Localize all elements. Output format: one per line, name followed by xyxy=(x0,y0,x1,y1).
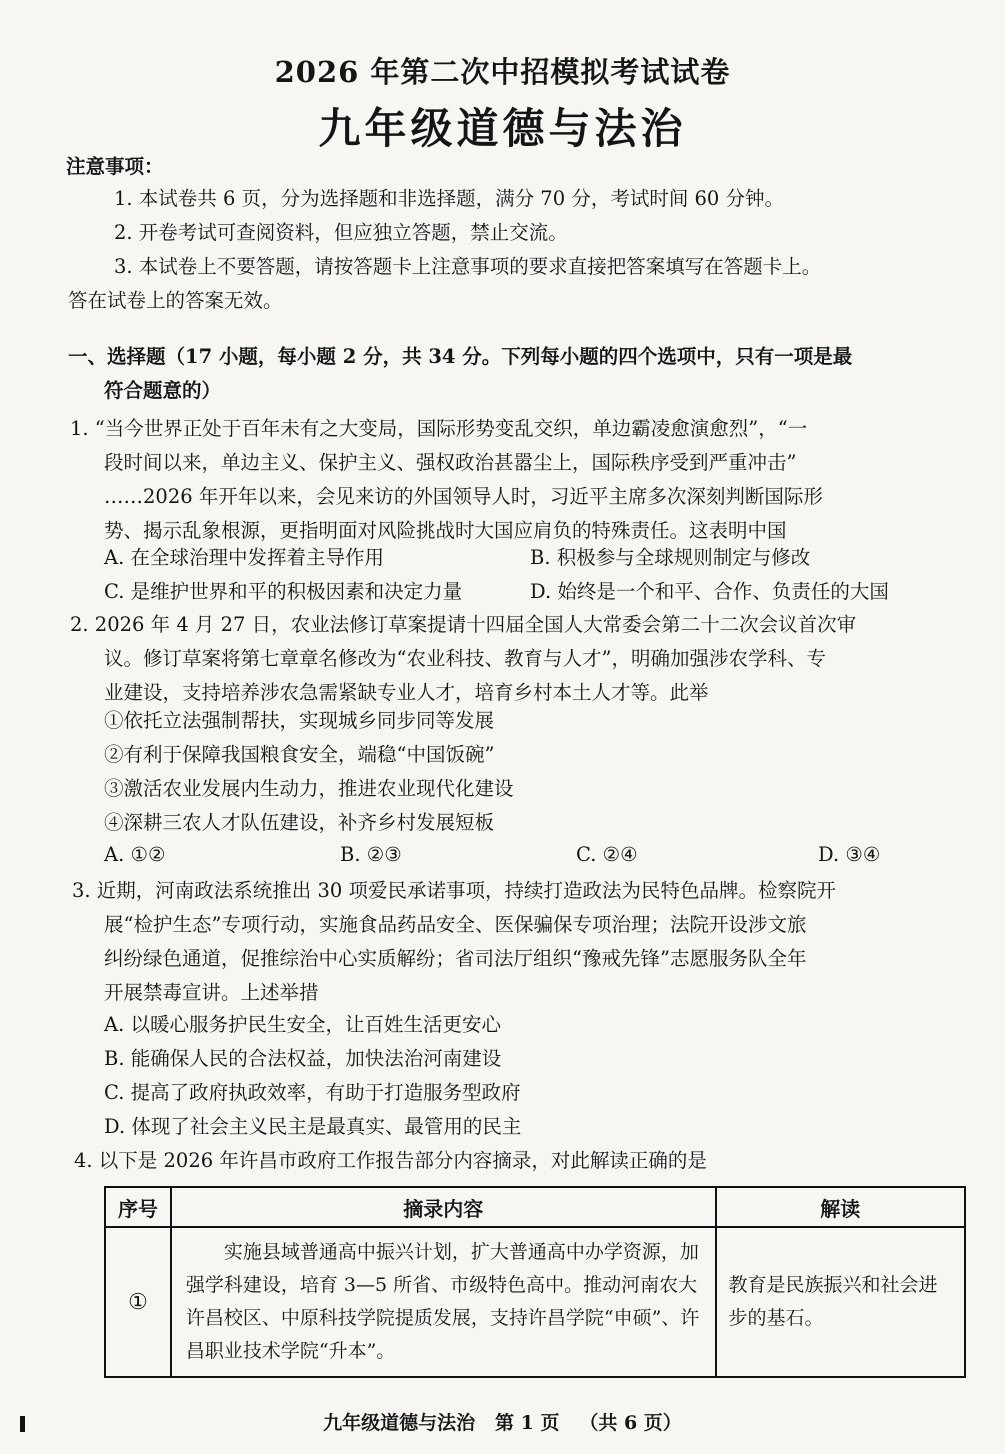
section-heading: 符合题意的） xyxy=(104,379,222,402)
scan-mark xyxy=(20,1416,25,1432)
notice-item: 答在试卷上的答案无效。 xyxy=(68,289,283,312)
question-3-line: 展“检护生态”专项行动，实施食品药品安全、医保骗保专项治理；法院开设涉文旅 xyxy=(104,913,807,936)
question-2-option-a: A. ①② xyxy=(104,843,166,866)
footer-page: 第 1 页 xyxy=(495,1412,560,1434)
question-2-statement: ②有利于保障我国粮食安全，端稳“中国饭碗” xyxy=(104,743,495,766)
excerpt-table xyxy=(104,1186,966,1378)
section-heading: 一、选择题（17 小题，每小题 2 分，共 34 分。下列每小题的四个选项中，只有一项是最 xyxy=(68,345,853,368)
question-2-statement: ①依托立法强制帮扶，实现城乡同步同等发展 xyxy=(104,709,495,732)
notice-item: 1. 本试卷共 6 页，分为选择题和非选择题，满分 70 分，考试时间 60 分钟。 xyxy=(114,187,785,210)
question-2-option-b: B. ②③ xyxy=(340,843,402,866)
question-2-option-c: C. ②④ xyxy=(576,843,638,866)
question-1-line: ……2026 年开年以来，会见来访的外国领导人时，习近平主席多次深刻判断国际形 xyxy=(104,485,823,508)
question-3-line: 3. 近期，河南政法系统推出 30 项爱民承诺事项，持续打造政法为民特色品牌。检察院开 xyxy=(72,879,837,902)
notice-item: 2. 开卷考试可查阅资料，但应独立答题，禁止交流。 xyxy=(114,221,568,244)
table-cell-number: ① xyxy=(105,1227,171,1377)
table-header: 解读 xyxy=(716,1187,965,1227)
question-1-option-c: C. 是维护世界和平的积极因素和决定力量 xyxy=(104,580,463,603)
question-2-statement: ③激活农业发展内生动力，推进农业现代化建设 xyxy=(104,777,514,800)
exam-subject-title: 九年级道德与法治 xyxy=(318,104,687,153)
question-1-option-a: A. 在全球治理中发挥着主导作用 xyxy=(104,546,384,569)
question-2-line: 业建设，支持培养涉农急需紧缺专业人才，培育乡村本土人才等。此举 xyxy=(104,681,709,704)
table-cell-content: 实施县域普通高中振兴计划，扩大普通高中办学资源，加强学科建设，培育 3—5 所省、市级特色高中。推动河南农大许昌校区、中原科技学院提质发展，支持许昌学院“申硕”、许昌职业技术学院“升本”。 xyxy=(171,1227,716,1377)
table-header-row xyxy=(105,1187,965,1227)
question-2-line: 2. 2026 年 4 月 27 日，农业法修订草案提请十四届全国人大常委会第二十二次会议首次审 xyxy=(70,613,857,636)
question-3-option-c: C. 提高了政府执政效率，有助于打造服务型政府 xyxy=(104,1081,521,1104)
question-4-stem: 4. 以下是 2026 年许昌市政府工作报告部分内容摘录，对此解读正确的是 xyxy=(74,1149,707,1172)
footer-subject: 九年级道德与法治 xyxy=(323,1412,476,1434)
footer-total: （共 6 页） xyxy=(579,1412,682,1434)
question-3-option-b: B. 能确保人民的合法权益，加快法治河南建设 xyxy=(104,1047,502,1070)
question-3-line: 开展禁毒宣讲。上述举措 xyxy=(104,981,319,1004)
question-1-line: 段时间以来，单边主义、保护主义、强权政治甚嚣尘上，国际秩序受到严重冲击” xyxy=(104,451,797,474)
question-2-option-d: D. ③④ xyxy=(818,843,881,866)
question-1-line: 1. “当今世界正处于百年未有之大变局，国际形势变乱交织，单边霸凌愈演愈烈”，“一 xyxy=(70,417,808,440)
table-cell-reading: 教育是民族振兴和社会进步的基石。 xyxy=(716,1227,965,1377)
question-1-option-d: D. 始终是一个和平、合作、负责任的大国 xyxy=(530,580,889,603)
question-3-option-a: A. 以暖心服务护民生安全，让百姓生活更安心 xyxy=(104,1013,501,1036)
table-header: 摘录内容 xyxy=(171,1187,716,1227)
question-3-option-d: D. 体现了社会主义民主是最真实、最管用的民主 xyxy=(104,1115,522,1138)
question-2-statement: ④深耕三农人才队伍建设，补齐乡村发展短板 xyxy=(104,811,495,834)
table-row xyxy=(105,1227,965,1377)
page-footer xyxy=(0,1408,1005,1435)
question-3-line: 纠纷绿色通道，促推综治中心实质解纷；省司法厅组织“豫戒先锋”志愿服务队全年 xyxy=(104,947,807,970)
question-1-line: 势、揭示乱象根源，更指明面对风险挑战时大国应肩负的特殊责任。这表明中国 xyxy=(104,519,787,542)
question-1-option-b: B. 积极参与全球规则制定与修改 xyxy=(530,546,811,569)
table-header: 序号 xyxy=(105,1187,171,1227)
exam-title: 2026 年第二次中招模拟考试试卷 xyxy=(274,55,731,89)
question-2-line: 议。修订草案将第七章章名修改为“农业科技、教育与人才”，明确加强涉农学科、专 xyxy=(104,647,826,670)
notice-item: 3. 本试卷上不要答题，请按答题卡上注意事项的要求直接把答案填写在答题卡上。 xyxy=(114,255,822,278)
notice-label: 注意事项： xyxy=(66,155,164,178)
